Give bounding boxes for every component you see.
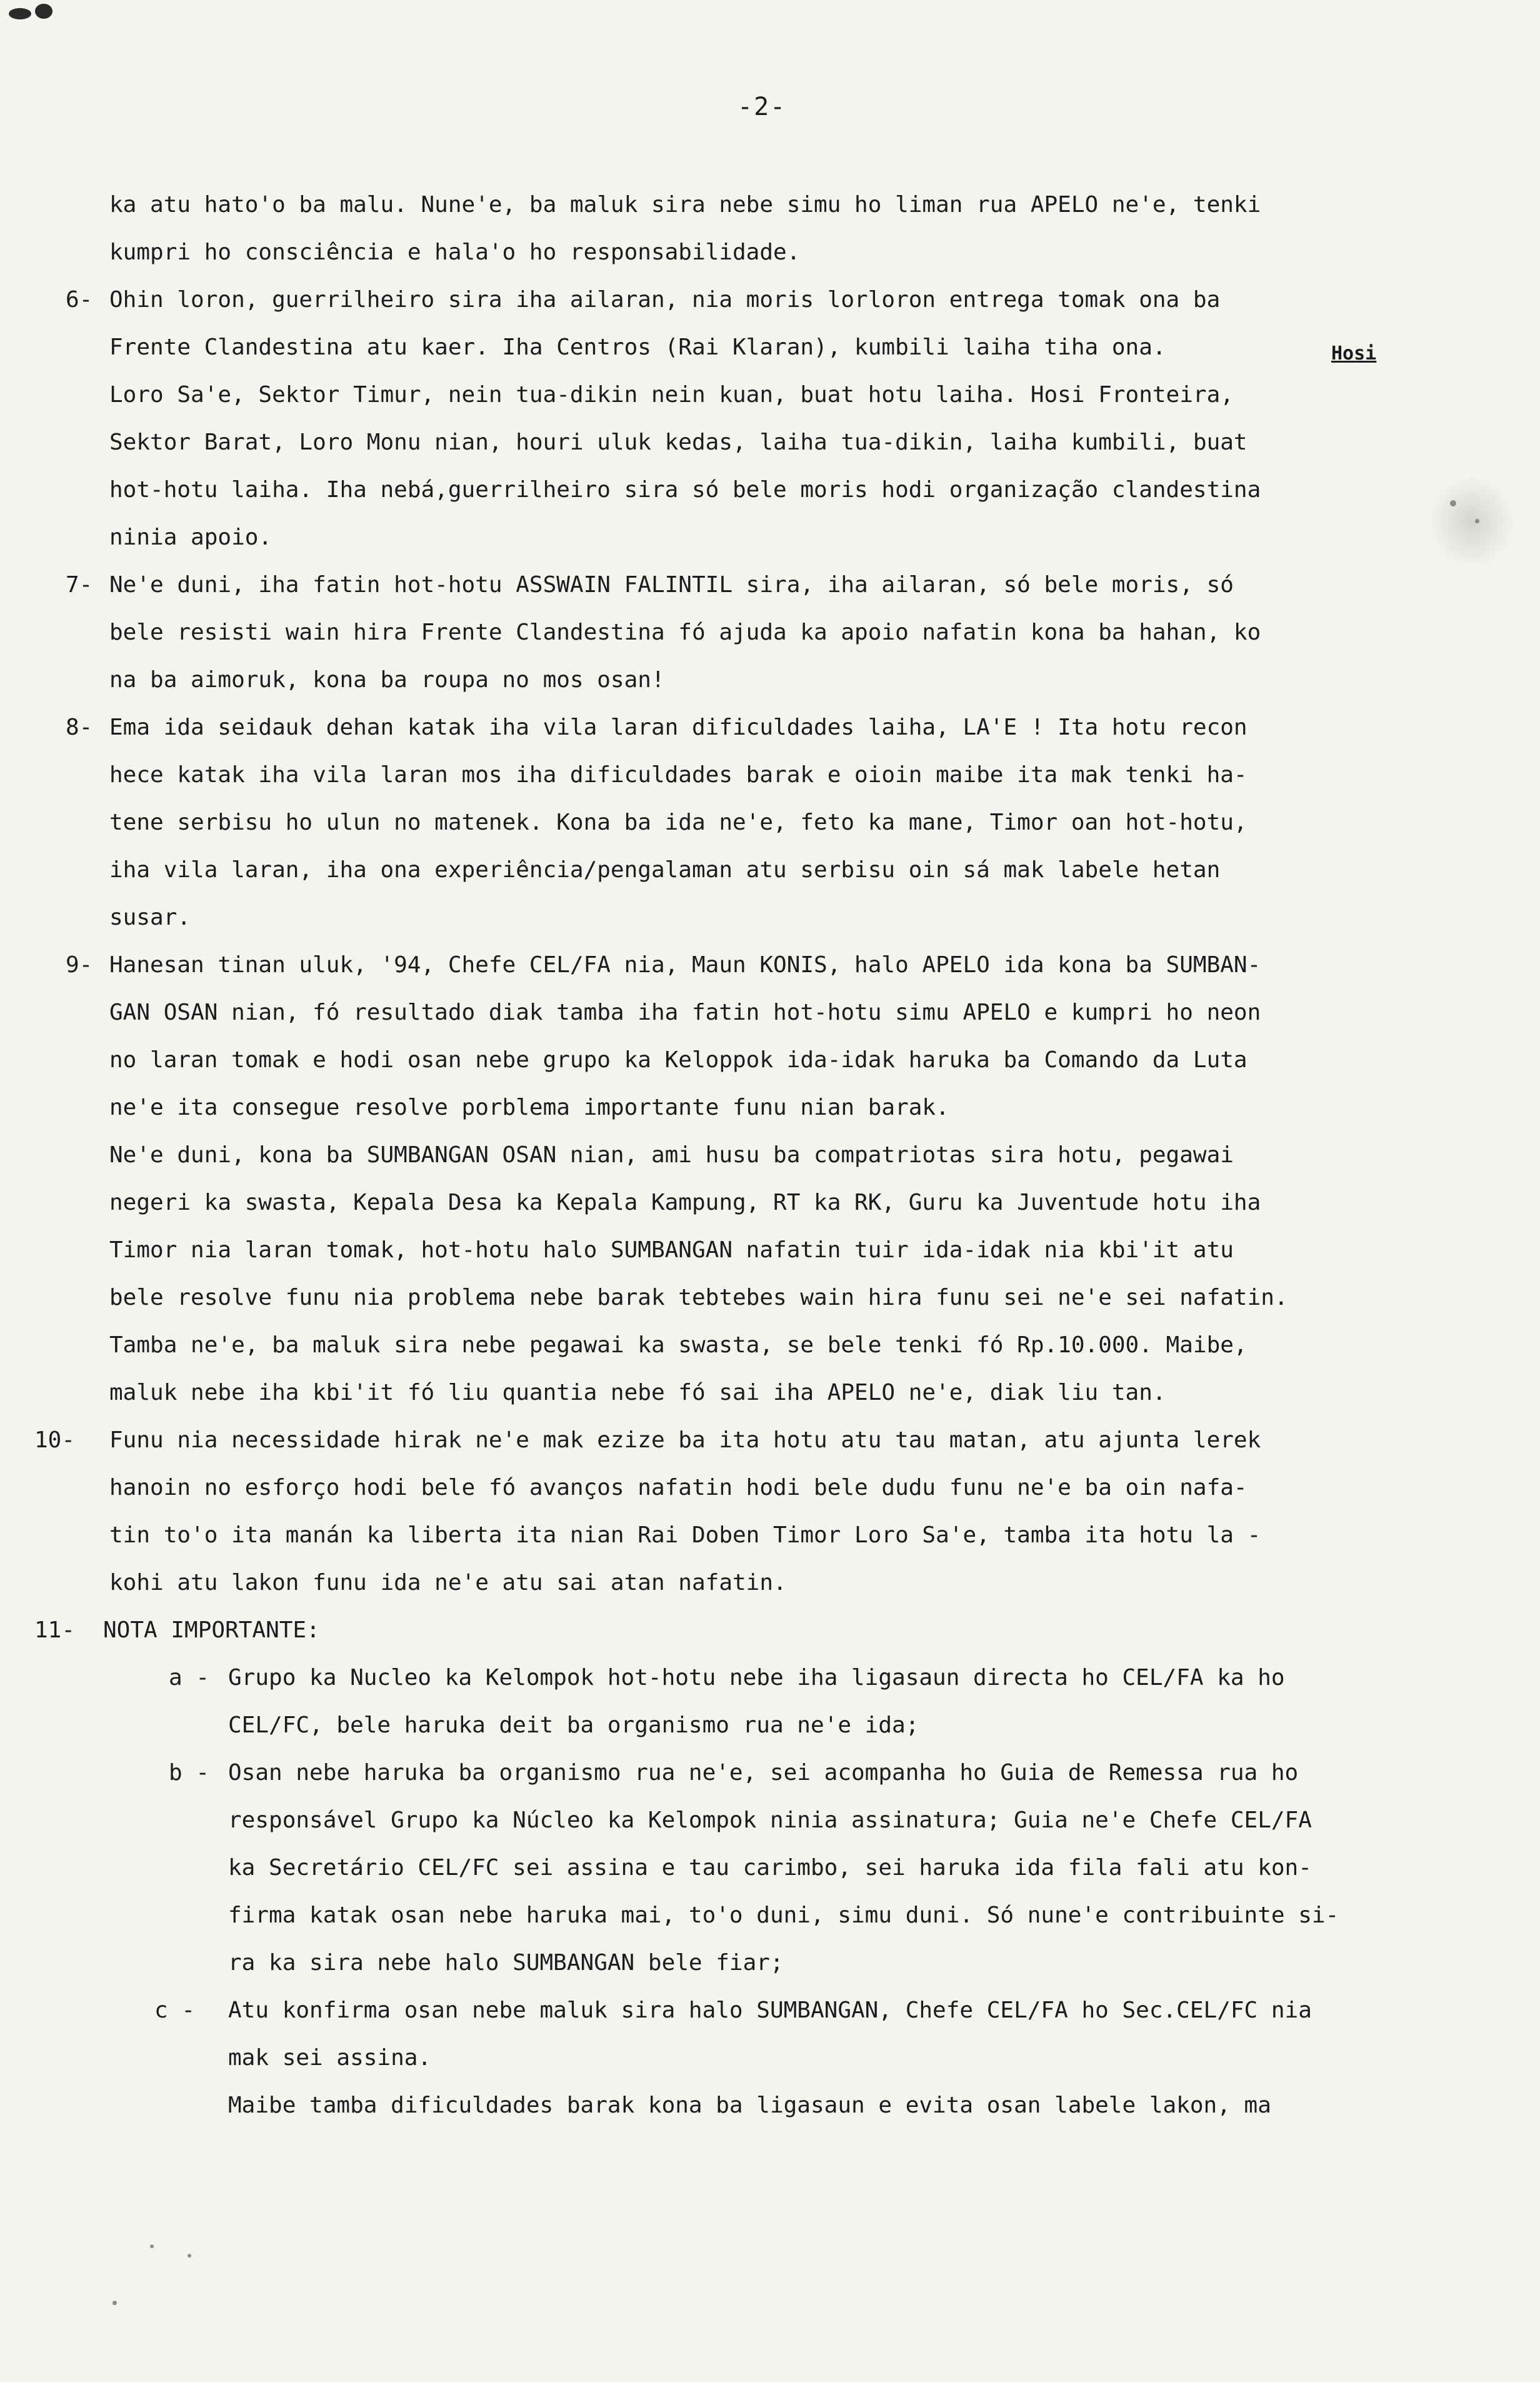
text-line: maluk nebe iha kbi'it fó liu quantia nebe fó sai iha APELO ne'e, diak liu tan. <box>109 1380 1166 1405</box>
text-line: Atu konfirma osan nebe maluk sira halo SUMBANGAN, Chefe CEL/FA ho Sec.CEL/FC nia <box>228 1998 1312 2023</box>
paragraph-9 <box>38 942 1475 1132</box>
text-line: responsável Grupo ka Núcleo ka Kelompok ninia assinatura; Guia ne'e Chefe CEL/FA <box>228 1807 1312 1833</box>
text-line: kumpri ho consciência e hala'o ho responsabilidade. <box>109 239 801 265</box>
text-line: bele resisti wain hira Frente Clandestina fó ajuda ka apoio nafatin kona ba hahan, ko <box>109 620 1261 645</box>
paragraph-number: 8- <box>66 715 93 740</box>
text-line: tene serbisu ho ulun no matenek. Kona ba ida ne'e, feto ka mane, Timor oan hot-hotu, <box>109 810 1248 835</box>
section-heading: NOTA IMPORTANTE: <box>103 1617 320 1643</box>
text-line: Loro Sa'e, Sektor Timur, nein tua-dikin nein kuan, buat hotu laiha. Hosi Fronteira, <box>109 382 1234 408</box>
text-line: ne'e ita consegue resolve porblema importante funu nian barak. <box>109 1095 949 1120</box>
text-line: iha vila laran, iha ona experiência/pengalaman atu serbisu oin sá mak labele hetan <box>109 857 1221 883</box>
text-line: Ne'e duni, iha fatin hot-hotu ASSWAIN FALINTIL sira, iha ailaran, só bele moris, só <box>109 572 1234 598</box>
scan-speck <box>150 2244 154 2248</box>
paragraph-9-continued <box>38 1132 1475 1417</box>
text-line: Ne'e duni, kona ba SUMBANGAN OSAN nian, ami husu ba compatriotas sira hotu, pegawai <box>109 1142 1234 1168</box>
margin-note: Hosi <box>1331 343 1377 364</box>
scan-speck <box>1475 519 1479 523</box>
section-number: 11- <box>34 1617 76 1643</box>
paragraph-number: 10- <box>34 1427 76 1453</box>
text-line: GAN OSAN nian, fó resultado diak tamba iha fatin hot-hotu simu APELO e kumpri ho neon <box>109 1000 1261 1025</box>
text-line: no laran tomak e hodi osan nebe grupo ka Keloppok ida-idak haruka ba Comando da Luta <box>109 1047 1248 1073</box>
paragraph-number: 6- <box>66 287 93 313</box>
text-line: hece katak iha vila laran mos iha dificuldades barak e oioin maibe ita mak tenki ha- <box>109 762 1248 788</box>
text-line: Tamba ne'e, ba maluk sira nebe pegawai ka swasta, se bele tenki fó Rp.10.000. Maibe, <box>109 1332 1248 1358</box>
paragraph-continuation <box>38 181 1475 276</box>
text-line: Osan nebe haruka ba organismo rua ne'e, sei acompanha ho Guia de Remessa rua ho <box>228 1760 1299 1786</box>
text-line: susar. <box>109 905 191 930</box>
text-line: CEL/FC, bele haruka deit ba organismo rua ne'e ida; <box>228 1712 919 1738</box>
paragraph-8 <box>38 704 1475 942</box>
text-line: Frente Clandestina atu kaer. Iha Centros (Rai Klaran), kumbili laiha tiha ona. <box>109 334 1166 360</box>
note-item-b <box>103 1749 1475 1987</box>
text-line: mak sei assina. <box>228 2045 432 2071</box>
text-line: Ohin loron, guerrilheiro sira iha ailaran, nia moris lorloron entrega tomak ona ba <box>109 287 1221 313</box>
nota-importante-section <box>34 1607 1475 2129</box>
note-item-label: c - <box>154 1998 196 2023</box>
text-line: Hanesan tinan uluk, '94, Chefe CEL/FA nia, Maun KONIS, halo APELO ida kona ba SUMBAN- <box>109 952 1261 978</box>
text-line: tin to'o ita manán ka liberta ita nian Rai Doben Timor Loro Sa'e, tamba ita hotu la - <box>109 1522 1261 1548</box>
text-line: negeri ka swasta, Kepala Desa ka Kepala Kampung, RT ka RK, Guru ka Juventude hotu iha <box>109 1190 1261 1215</box>
text-line: kohi atu lakon funu ida ne'e atu sai atan nafatin. <box>109 1570 787 1596</box>
text-line: na ba aimoruk, kona ba roupa no mos osan! <box>109 667 665 693</box>
text-line: Timor nia laran tomak, hot-hotu halo SUMBANGAN nafatin tuir ida-idak nia kbi'it atu <box>109 1237 1234 1263</box>
paragraph-7 <box>38 561 1475 704</box>
paragraph-number: 9- <box>66 952 93 978</box>
text-line: Ema ida seidauk dehan katak iha vila laran dificuldades laiha, LA'E ! Ita hotu recon <box>109 715 1248 740</box>
text-line: hot-hotu laiha. Iha nebá,guerrilheiro sira só bele moris hodi organização clandestina <box>109 477 1261 503</box>
text-line: Funu nia necessidade hirak ne'e mak ezize ba ita hotu atu tau matan, atu ajunta lerek <box>109 1427 1261 1453</box>
scan-speck <box>188 2254 191 2258</box>
text-line: hanoin no esforço hodi bele fó avanços nafatin hodi bele dudu funu ne'e ba oin nafa- <box>109 1475 1248 1500</box>
note-item-c <box>103 1987 1475 2129</box>
note-item-a <box>103 1654 1475 1749</box>
document-body <box>34 181 1475 2129</box>
text-line: Maibe tamba dificuldades barak kona ba ligasaun e evita osan labele lakon, ma <box>228 2093 1271 2118</box>
text-line: ra ka sira nebe halo SUMBANGAN bele fiar; <box>228 1950 784 1976</box>
text-line: ninia apoio. <box>109 525 272 550</box>
text-line: ka Secretário CEL/FC sei assina e tau carimbo, sei haruka ida fila fali atu kon- <box>228 1855 1312 1881</box>
note-item-label: b - <box>169 1760 210 1786</box>
scan-speck <box>112 2301 117 2305</box>
text-line: Grupo ka Nucleo ka Kelompok hot-hotu nebe iha ligasaun directa ho CEL/FA ka ho <box>228 1665 1285 1691</box>
scan-blot-icon <box>6 0 59 26</box>
text-line: bele resolve funu nia problema nebe barak tebtebes wain hira funu sei ne'e sei nafatin. <box>109 1285 1288 1310</box>
paragraph-10 <box>34 1417 1475 1607</box>
paragraph-number: 7- <box>66 572 93 598</box>
text-line: ka atu hato'o ba malu. Nune'e, ba maluk sira nebe simu ho liman rua APELO ne'e, tenki <box>109 192 1261 218</box>
text-line: Sektor Barat, Loro Monu nian, houri uluk kedas, laiha tua-dikin, laiha kumbili, buat <box>109 430 1248 455</box>
text-line: firma katak osan nebe haruka mai, to'o duni, simu duni. Só nune'e contribuinte si- <box>228 1902 1339 1928</box>
page-number: -2- <box>738 93 787 121</box>
note-item-label: a - <box>169 1665 210 1691</box>
paragraph-6 <box>38 276 1475 561</box>
